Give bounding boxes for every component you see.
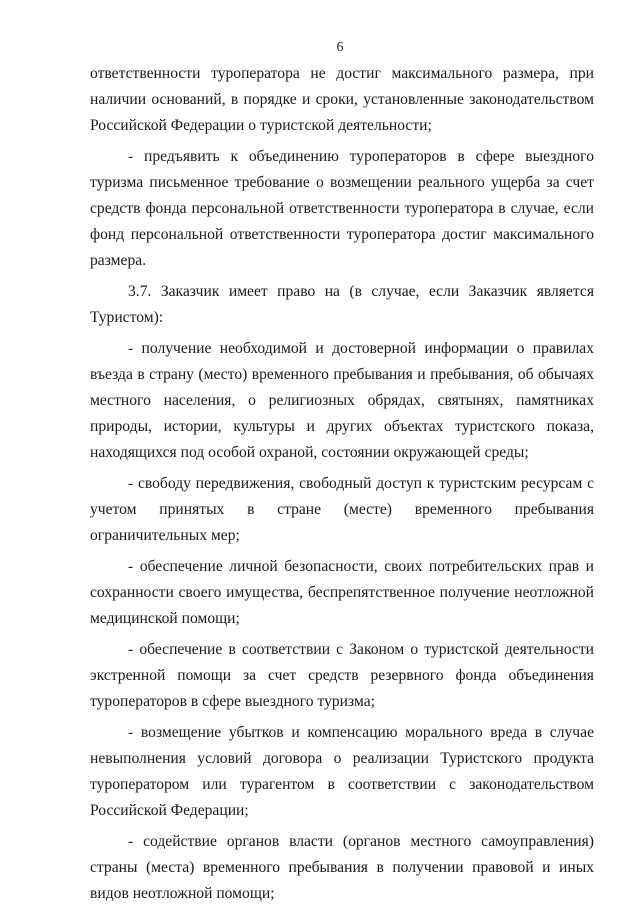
- paragraph-section-3-7: 3.7. Заказчик имеет право на (в случае, если Заказчик является Туристом):: [90, 283, 594, 326]
- paragraph-damages-right: - возмещение убытков и компенсацию морального вреда в случае невыполнения условий договора о реализации Туристского продукта туроператором или турагентом в соответствии с законодательством Российской Федерации;: [90, 724, 594, 819]
- paragraph-freedom-right: - свободу передвижения, свободный доступ к туристским ресурсам с учетом принятых в стране (месте) временного пребывания ограничительных мер;: [90, 475, 594, 544]
- document-body: [90, 61, 594, 907]
- paragraph-info-right: - получение необходимой и достоверной информации о правилах въезда в страну (место) временного пребывания и пребывания, об обычаях местного населения, о религиозных обрядах, святынях, памятниках природы, истории, культуры и других объектах туристского показа, находящихся под особой охраной, состоянии окружающей среды;: [90, 340, 594, 461]
- paragraph-emergency-right: - обеспечение в соответствии с Законом о туристской деятельности экстренной помощи за счет средств резервного фонда объединения туроператоров в сфере выездного туризма;: [90, 641, 594, 710]
- paragraph-assistance-right: - содействие органов власти (органов местного самоуправления) страны (места) временного пребывания в получении правовой и иных видов неотложной помощи;: [90, 833, 594, 902]
- paragraph-safety-right: - обеспечение личной безопасности, своих потребительских прав и сохранности своего имущества, беспрепятственное получение неотложной медицинской помощи;: [90, 558, 594, 627]
- paragraph-claim-fund: - предъявить к объединению туроператоров в сфере выездного туризма письменное требование о возмещении реального ущерба за счет средств фонда персональной ответственности туроператора в случае, если фонд персональной ответственности туроператора достиг максимального размера.: [90, 148, 594, 269]
- paragraph-continuation: ответственности туроператора не достиг максимального размера, при наличии оснований, в порядке и сроки, установленные законодательством Российской Федерации о туристской деятельности;: [90, 65, 594, 134]
- page-number: 6: [336, 40, 344, 55]
